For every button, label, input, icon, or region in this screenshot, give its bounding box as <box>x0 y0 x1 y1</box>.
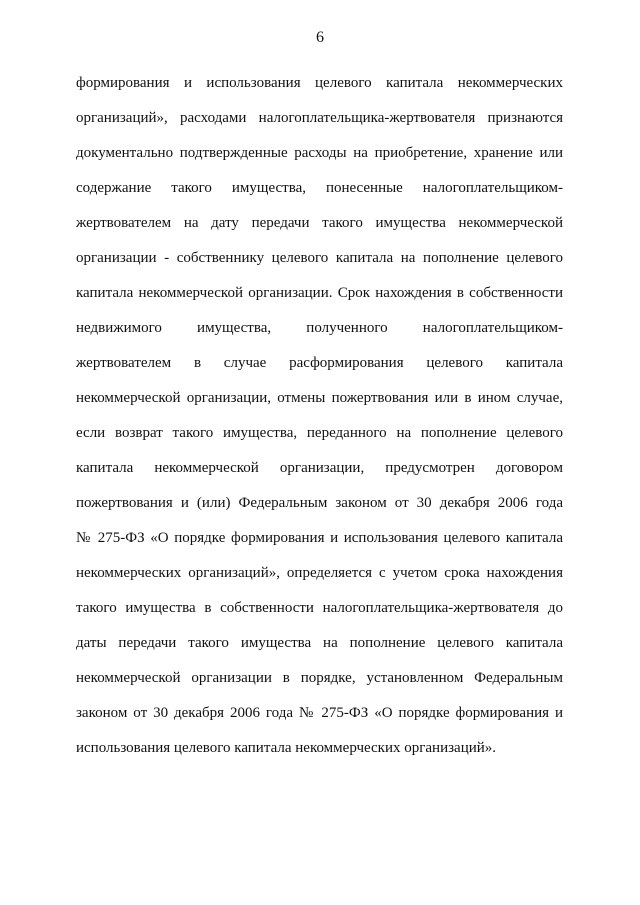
text-line: организаций», расходами налогоплательщика-жертвователя признаются <box>76 110 563 126</box>
text-line: некоммерческой организации, отмены пожертвования или в ином случае, <box>76 390 563 406</box>
text-line: недвижимого имущества, полученного налогоплательщиком- <box>76 320 563 336</box>
text-line: некоммерческих организаций», определяется с учетом срока нахождения <box>76 565 563 581</box>
text-line: капитала некоммерческой организации. Срок нахождения в собственности <box>76 285 563 301</box>
text-line: жертвователем в случае расформирования целевого капитала <box>76 355 563 371</box>
text-line: жертвователем на дату передачи такого имущества некоммерческой <box>76 215 563 231</box>
text-line: организации - собственнику целевого капитала на пополнение целевого <box>76 250 563 266</box>
text-line: если возврат такого имущества, переданного на пополнение целевого <box>76 425 563 441</box>
body-paragraph <box>76 66 563 766</box>
text-line: документально подтвержденные расходы на приобретение, хранение или <box>76 145 563 161</box>
text-line: содержание такого имущества, понесенные налогоплательщиком- <box>76 180 563 196</box>
page-number: 6 <box>316 29 324 46</box>
text-line: даты передачи такого имущества на пополнение целевого капитала <box>76 635 563 651</box>
text-line: законом от 30 декабря 2006 года № 275-ФЗ «О порядке формирования и <box>76 705 563 721</box>
text-line: использования целевого капитала некоммерческих организаций». <box>76 740 497 756</box>
text-line: № 275-ФЗ «О порядке формирования и использования целевого капитала <box>76 530 563 546</box>
text-line: некоммерческой организации в порядке, установленном Федеральным <box>76 670 563 686</box>
text-line: такого имущества в собственности налогоплательщика-жертвователя до <box>76 600 563 616</box>
text-line: капитала некоммерческой организации, предусмотрен договором <box>76 460 563 476</box>
text-line: пожертвования и (или) Федеральным законом от 30 декабря 2006 года <box>76 495 563 511</box>
text-line: формирования и использования целевого капитала некоммерческих <box>76 75 563 91</box>
